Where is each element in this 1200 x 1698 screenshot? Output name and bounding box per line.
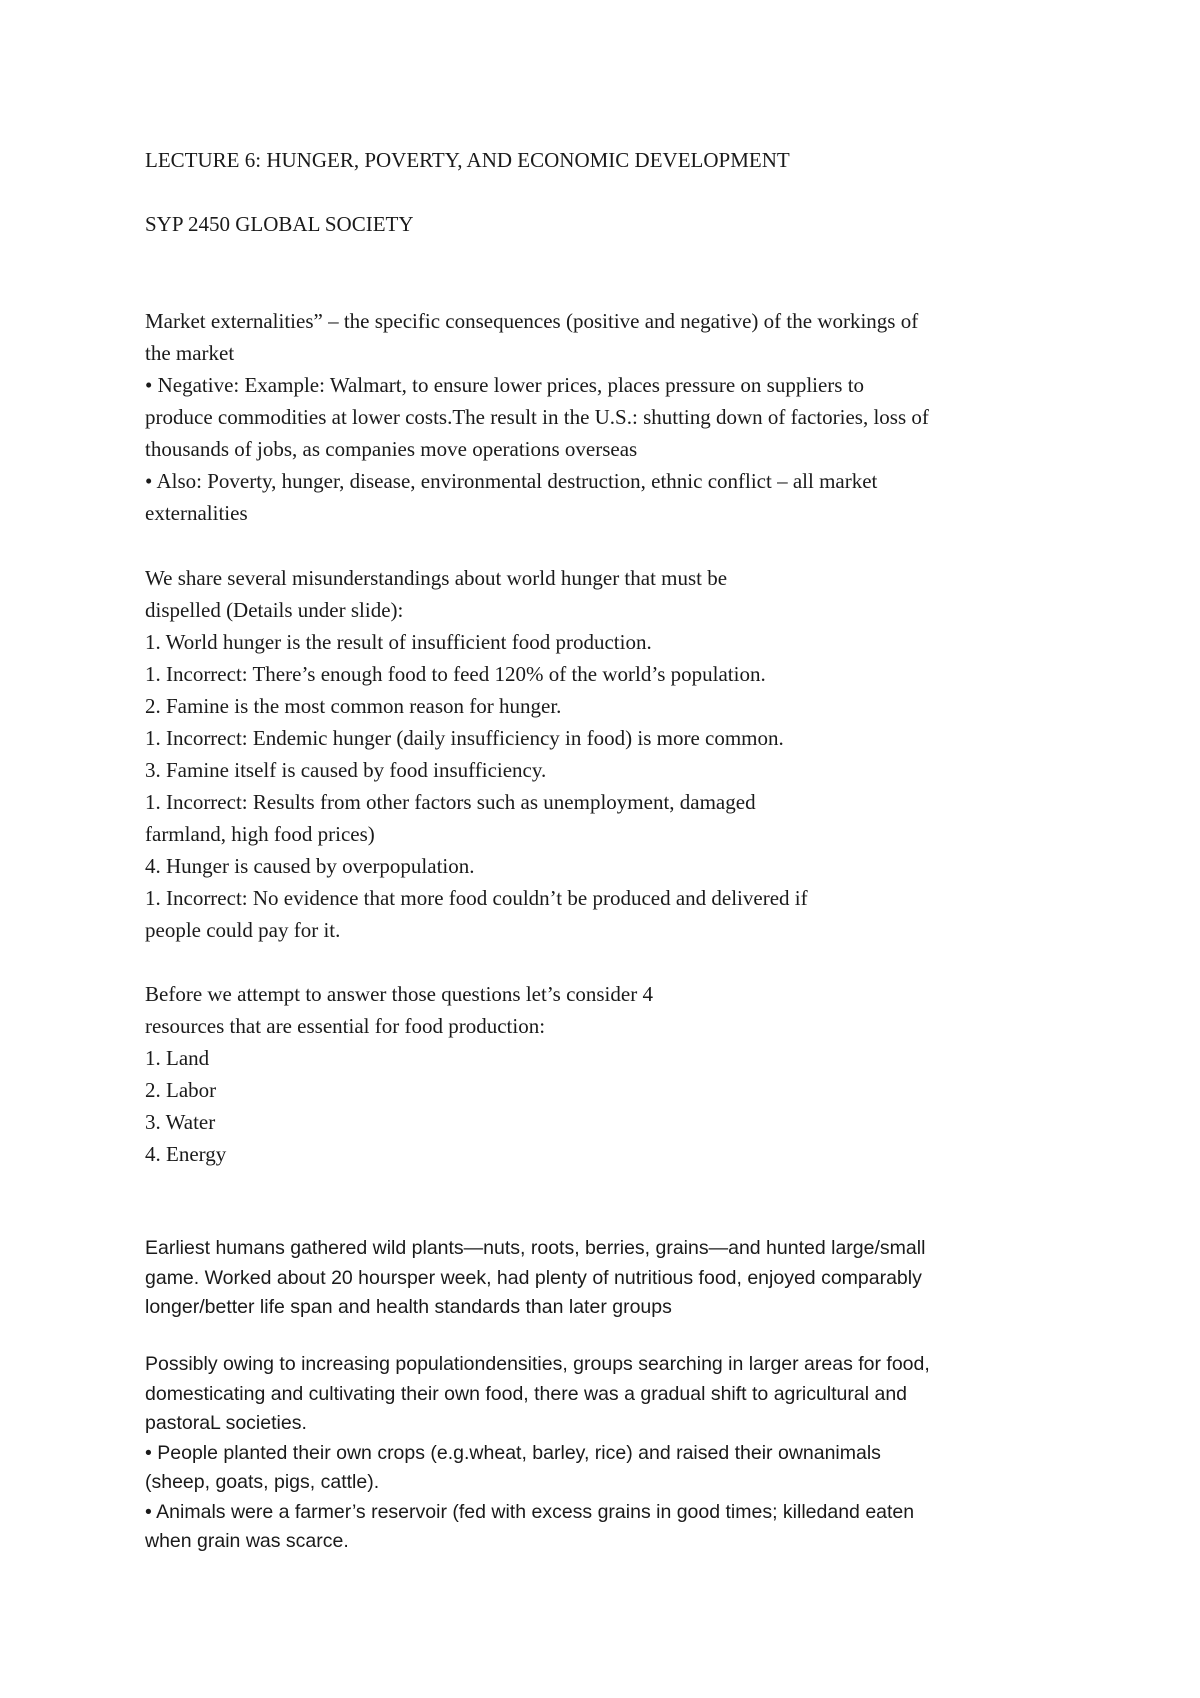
paragraph-line: Market externalities” – the specific consequences (positive and negative) of the workings of	[145, 309, 919, 333]
list-item: 1. Incorrect: Results from other factors such as unemployment, damaged	[145, 790, 756, 814]
paragraph-line: produce commodities at lower costs.The result in the U.S.: shutting down of factories, loss of	[145, 405, 929, 429]
list-item: 1. Incorrect: No evidence that more food couldn’t be produced and delivered if	[145, 886, 808, 910]
bullet-line: • Negative: Example: Walmart, to ensure lower prices, places pressure on suppliers to	[145, 373, 865, 397]
list-item: 3. Famine itself is caused by food insufficiency.	[145, 758, 547, 782]
list-item: 2. Labor	[145, 1078, 217, 1102]
paragraph-line: Earliest humans gathered wild plants—nuts, roots, berries, grains—and hunted large/small	[145, 1237, 926, 1259]
paragraph-line: dispelled (Details under slide):	[145, 598, 404, 622]
agricultural-shift-section	[145, 1350, 1075, 1557]
lecture-title-text: LECTURE 6: HUNGER, POVERTY, AND ECONOMIC DEVELOPMENT	[145, 148, 790, 172]
list-item: 4. Energy	[145, 1142, 227, 1166]
paragraph-line: game. Worked about 20 hoursper week, had plenty of nutritious food, enjoyed comparably	[145, 1266, 922, 1289]
paragraph-line: We share several misunderstandings about world hunger that must be	[145, 566, 728, 590]
course-code-text: SYP 2450 GLOBAL SOCIETY	[145, 212, 414, 236]
list-item: 2. Famine is the most common reason for hunger.	[145, 694, 562, 718]
paragraph-line: pastoraL societies.	[145, 1412, 307, 1434]
resources-section	[145, 978, 1075, 1170]
lecture-title	[145, 144, 1075, 176]
list-item: 1. World hunger is the result of insufficient food production.	[145, 630, 652, 654]
paragraph-line: when grain was scarce.	[145, 1530, 349, 1552]
paragraph-line: the market	[145, 341, 235, 365]
paragraph-line: longer/better life span and health standards than later groups	[145, 1296, 672, 1318]
paragraph-line: externalities	[145, 501, 248, 525]
misunderstandings-section	[145, 562, 1075, 946]
list-item: 1. Land	[145, 1046, 210, 1070]
list-item: people could pay for it.	[145, 918, 341, 942]
paragraph-line: Possibly owing to increasing populationdensities, groups searching in larger areas for food,	[145, 1353, 930, 1375]
earliest-humans-section	[145, 1234, 1075, 1323]
bullet-line: • People planted their own crops (e.g.wheat, barley, rice) and raised their ownanimals	[145, 1441, 881, 1464]
course-code	[145, 208, 1075, 240]
bullet-line: • Also: Poverty, hunger, disease, environmental destruction, ethnic conflict – all market	[145, 469, 878, 493]
list-item: 3. Water	[145, 1110, 216, 1134]
paragraph-line: resources that are essential for food production:	[145, 1014, 546, 1038]
externalities-section	[145, 305, 1075, 529]
list-item: farmland, high food prices)	[145, 822, 375, 846]
paragraph-line: thousands of jobs, as companies move operations overseas	[145, 437, 638, 461]
list-item: 1. Incorrect: There’s enough food to feed 120% of the world’s population.	[145, 662, 766, 686]
paragraph-line: Before we attempt to answer those questions let’s consider 4	[145, 982, 653, 1006]
paragraph-line: domesticating and cultivating their own food, there was a gradual shift to agricultural and	[145, 1382, 908, 1405]
bullet-line: • Animals were a farmer’s reservoir (fed with excess grains in good times; killedand eaten	[145, 1500, 915, 1523]
list-item: 1. Incorrect: Endemic hunger (daily insufficiency in food) is more common.	[145, 726, 784, 750]
list-item: 4. Hunger is caused by overpopulation.	[145, 854, 475, 878]
paragraph-line: (sheep, goats, pigs, cattle).	[145, 1471, 380, 1493]
